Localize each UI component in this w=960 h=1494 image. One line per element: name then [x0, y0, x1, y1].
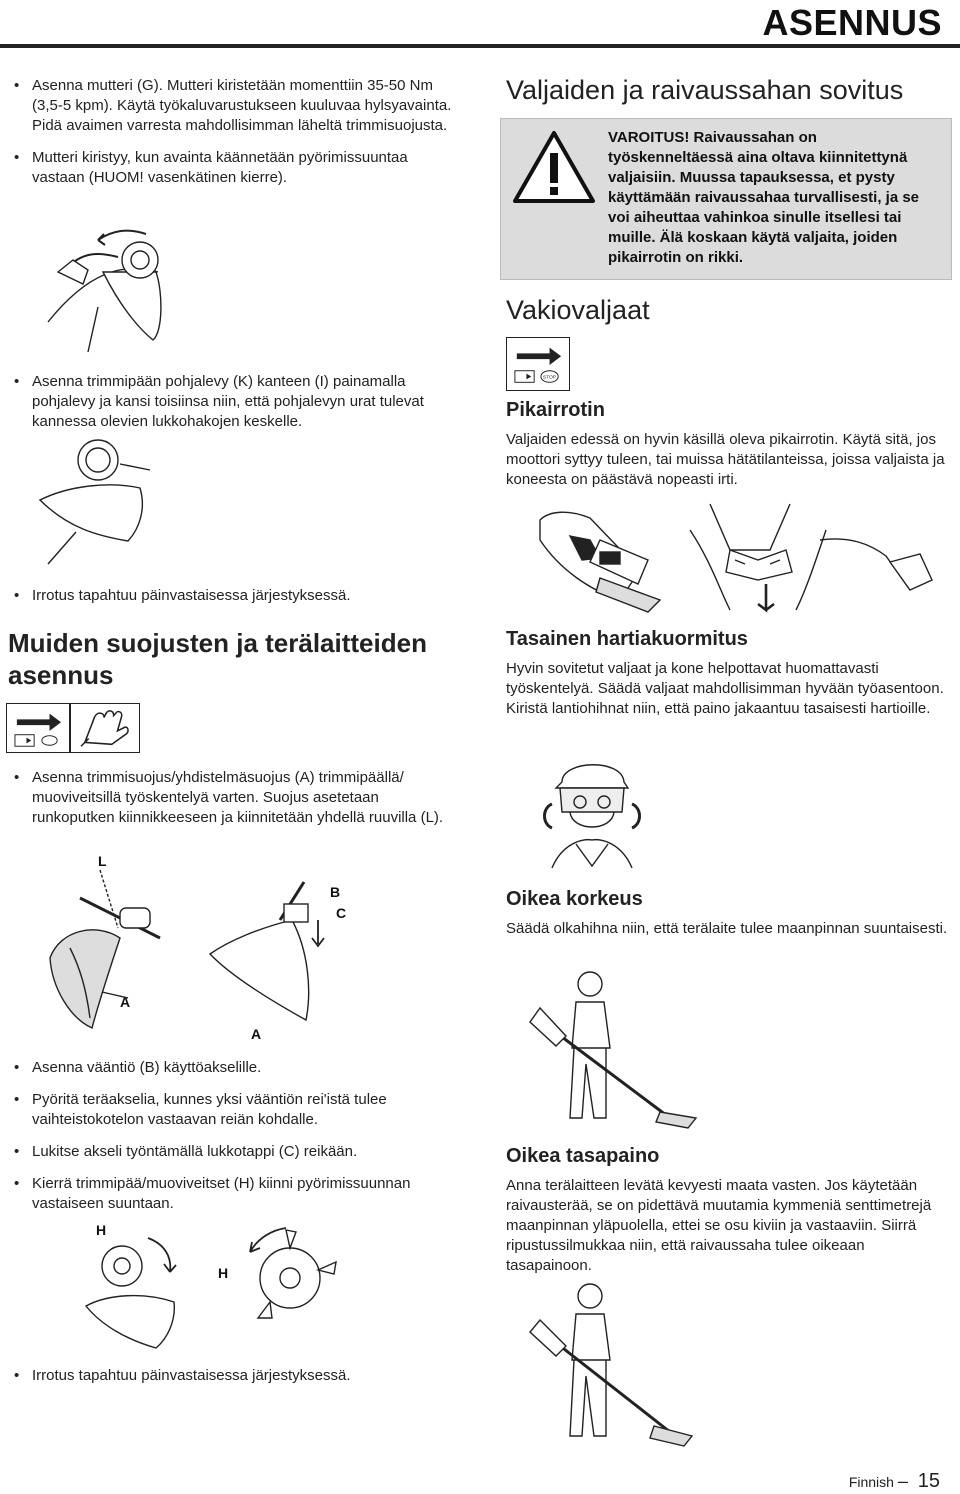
figure-label: L: [98, 853, 107, 869]
warning-triangle-icon: [511, 129, 597, 205]
bullet-list-assembly: [8, 1058, 453, 1214]
operator-height-illustration: [520, 968, 700, 1130]
list-item: • Irrotus tapahtuu päinvastaisessa järjestyksessä.: [8, 1366, 453, 1386]
stop-label: STOP: [543, 375, 557, 381]
arrow-stop-symbol: [6, 703, 70, 753]
title-rule: [0, 44, 960, 48]
figure-label: H: [218, 1265, 229, 1281]
bullet-list-removal: [8, 586, 453, 606]
nut-tightening-illustration: [28, 212, 208, 354]
figure-label: B: [330, 884, 341, 900]
list-item: • Asenna mutteri (G). Mutteri kiristetään momenttiin 35-50 Nm (3,5-5 kpm). Käytä työkaluvarustukseen kuuluvaa hylsyavainta. Pidä avaimen varresta mahdollisimman läheltä trimmisuojusta.: [8, 76, 453, 136]
operator-balance-illustration: [520, 1280, 700, 1448]
list-item: • Pyöritä teräakselia, kunnes yksi vääntiön rei'istä tulee vaihteistokotelon vastaavan reiän kohdalle.: [8, 1090, 453, 1130]
heading-harness-fitting: Valjaiden ja raivaussahan sovitus: [506, 75, 904, 105]
list-item: • Lukitse akseli työntämällä lukkotappi (C) reikään.: [8, 1142, 453, 1162]
list-item: • Irrotus tapahtuu päinvastaisessa järjestyksessä.: [8, 586, 453, 606]
paragraph-quick-release: Valjaiden edessä on hyvin käsillä oleva pikairrotin. Käytä sitä, jos moottori syttyy tuleen, tai muissa hätätilanteissa, joissa valjaista ja koneesta on päästävä nopeasti irti.: [506, 431, 945, 488]
figure-label: A: [120, 994, 131, 1010]
bullet-list-removal-2: [8, 1366, 453, 1386]
figure-label: H: [96, 1222, 107, 1238]
section-heading-other-guards: Muiden suojusten ja terälaitteiden asennus: [8, 628, 427, 690]
page-number: 15: [917, 1470, 940, 1492]
list-item: • Kierrä trimmipää/muoviveitset (H) kiinni pyörimissuunnan vastaiseen suuntaan.: [8, 1174, 453, 1214]
paragraph-correct-balance: Anna terälaitteen levätä kevyesti maata vasten. Jos käytetään raivausterää, se on pidettävä muutamia kymmeniä senttimetrejä maanpinnan yläpuolella, ettei se osu kiviin ja vastaaviin. Siirrä ripustussilmukkaa niin, että raivaussaha tulee oikeaan tasapainoon.: [506, 1177, 932, 1274]
arrow-stop-symbol: [506, 337, 570, 391]
warning-text: VAROITUS! Raivaussahan on työskenneltäessä aina oltava kiinnitettynä valjaisiin. Muussa tapauksessa, et pysty käyttämään raivaussahaa turvallisesti, ja se voi aiheuttaa vahinkoa sinulle itsellesi tai muille. Älä koskaan käytä valjaita, joiden pikairrotin on rikki.: [608, 129, 920, 266]
figure-label: C: [336, 905, 347, 921]
list-item: • Asenna trimmipään pohjalevy (K) kanteen (I) painamalla pohjalevy ja kansi toisiinsa niin, että pohjalevyn urat tulevat kannessa olevien lukkohakojen keskelle.: [8, 372, 453, 432]
bullet-list-trimmer-plate: [8, 372, 453, 432]
paragraph-correct-height: Säädä olkahihna niin, että terälaite tulee maanpinnan suuntaisesti.: [506, 920, 948, 937]
heading-quick-release: Pikairrotin: [506, 399, 605, 421]
glove-icon: [70, 703, 140, 753]
heading-correct-balance: Oikea tasapaino: [506, 1145, 660, 1167]
list-item: • Asenna trimmisuojus/yhdistelmäsuojus (A) trimmipäällä/ muoviveitsillä työskentelyä varten. Suojus asetetaan runkoputken kiinnikkeeseen ja kiinnitetään yhdellä ruuvilla (L).: [8, 768, 453, 828]
combination-guard-illustration: [200, 880, 340, 1030]
heading-standard-harness: Vakiovaljaat: [506, 295, 650, 325]
heading-correct-height: Oikea korkeus: [506, 888, 643, 910]
bullet-list-guard: [8, 768, 453, 828]
page-title: ASENNUS: [762, 2, 942, 43]
heading-even-shoulder-load: Tasainen hartiakuormitus: [506, 628, 748, 650]
trimmer-head-fitting-illustration: [78, 1232, 188, 1352]
footer-language: Finnish: [848, 1474, 894, 1490]
warning-box: [500, 118, 952, 280]
list-item: • Asenna vääntiö (B) käyttöakselille.: [8, 1058, 453, 1078]
operator-face-illustration: [532, 748, 652, 868]
guard-attachment-illustration: [40, 868, 170, 1036]
list-item: • Mutteri kiristyy, kun avainta käännetään pyörimissuuntaa vastaan (HUOM! vasenkätinen kierre).: [8, 148, 453, 188]
figure-label: A: [251, 1026, 262, 1042]
plastic-blades-fitting-illustration: [230, 1222, 350, 1332]
page-footer: Finnish – 15: [848, 1470, 940, 1492]
paragraph-even-shoulder-load: Hyvin sovitetut valjaat ja kone helpottavat huomattavasti työskentelyä. Säädä valjaat mahdollisimman hyvään työasentoon. Kiristä lantiohihnat niin, että paino jakaantuu tasaisesti hartioille.: [506, 660, 944, 717]
trimmer-head-illustration: [28, 436, 153, 566]
bullet-list-nut: [8, 76, 453, 188]
quick-release-illustration: [530, 500, 950, 620]
